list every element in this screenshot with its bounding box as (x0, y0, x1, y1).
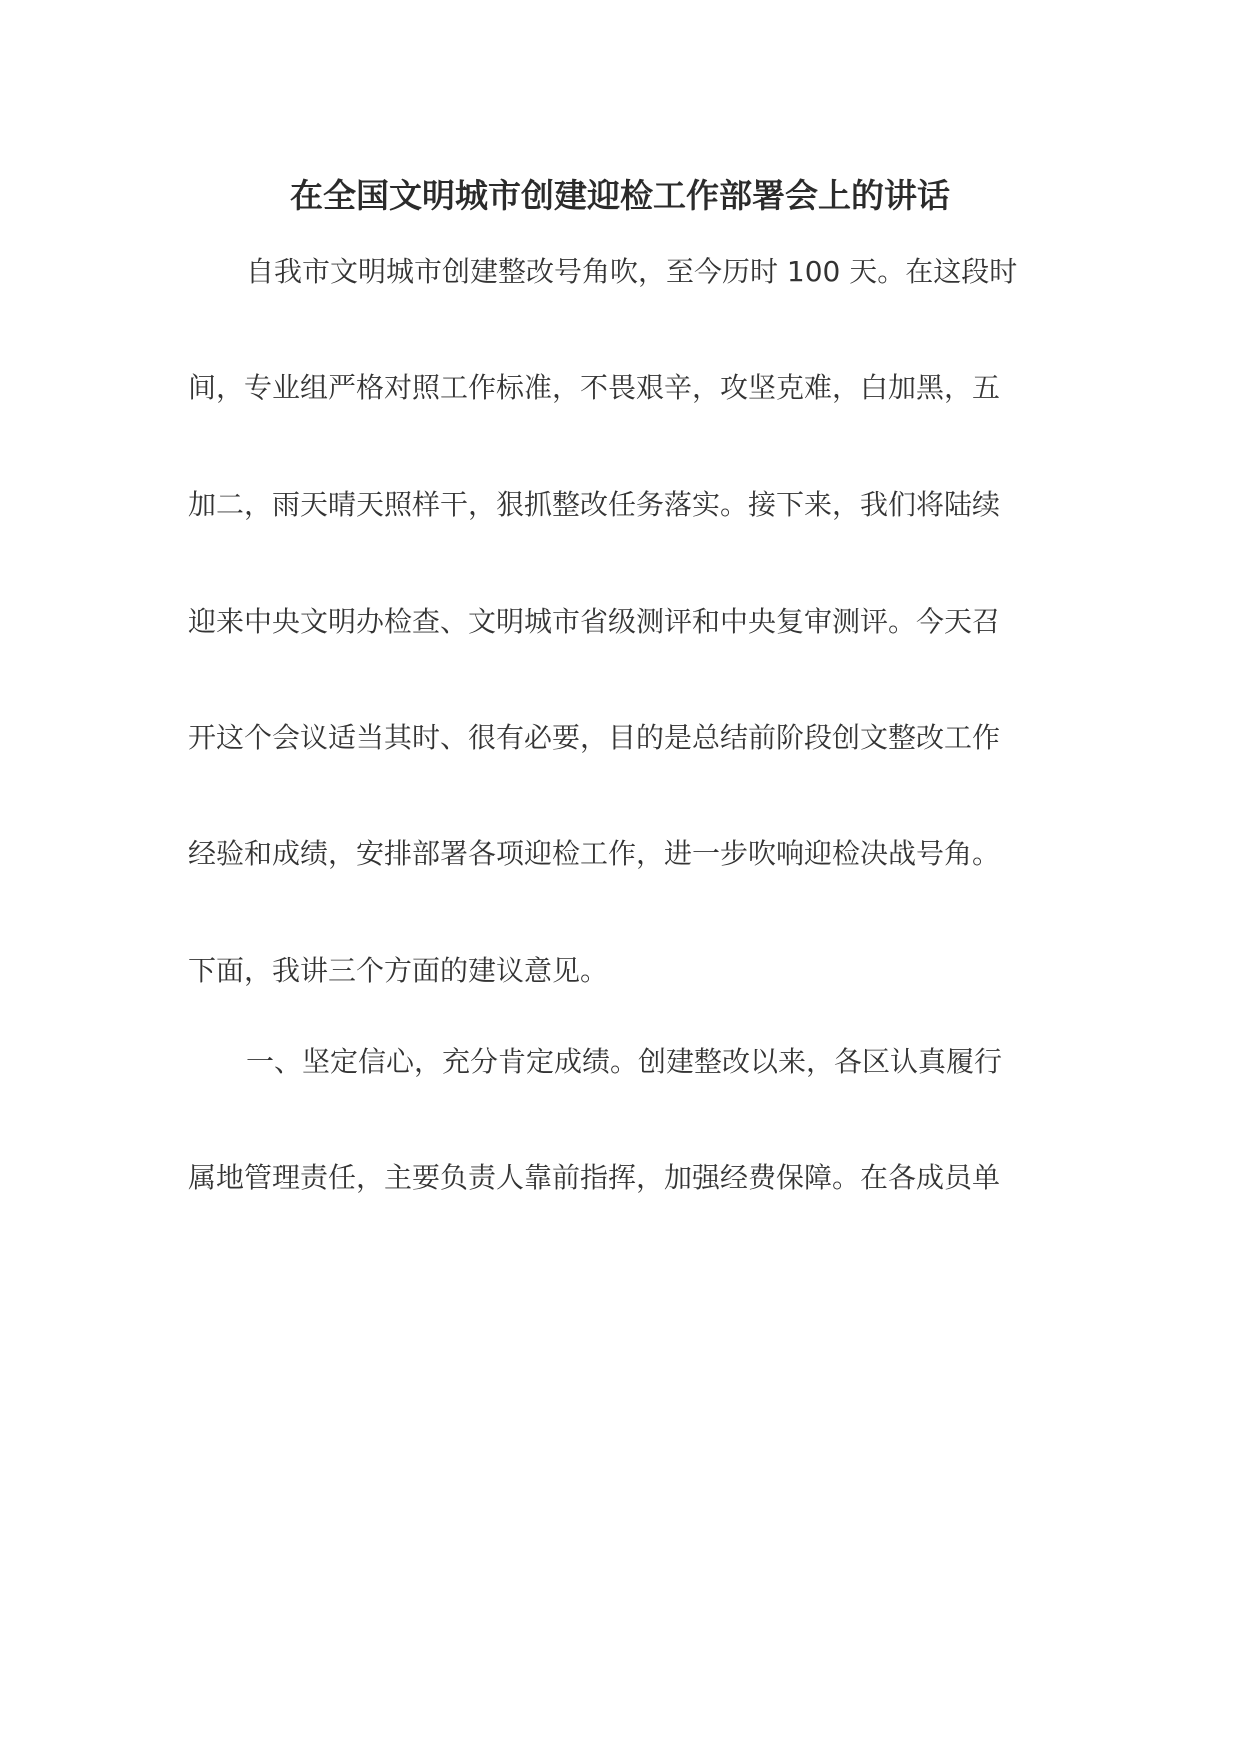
paragraph-line-8: 一、坚定信心，充分肯定成绩。创建整改以来，各区认真履行 (246, 1045, 1003, 1078)
paragraph-line-2: 间，专业组严格对照工作标准，不畏艰辛，攻坚克难，白加黑，五 (188, 371, 1001, 404)
paragraph-line-1: 自我市文明城市创建整改号角吹，至今历时 100 天。在这段时 (246, 255, 1018, 288)
paragraph-line-4: 迎来中央文明办检查、文明城市省级测评和中央复审测评。今天召 (188, 605, 1001, 638)
document-title: 在全国文明城市创建迎检工作部署会上的讲话 (290, 176, 950, 215)
paragraph-line-5: 开这个会议适当其时、很有必要，目的是总结前阶段创文整改工作 (188, 721, 1001, 754)
paragraph-line-9: 属地管理责任，主要负责人靠前指挥，加强经费保障。在各成员单 (188, 1161, 1001, 1194)
paragraph-line-3: 加二，雨天晴天照样干，狠抓整改任务落实。接下来，我们将陆续 (188, 488, 1001, 521)
paragraph-line-6: 经验和成绩，安排部署各项迎检工作，进一步吹响迎检决战号角。 (188, 837, 1001, 870)
paragraph-line-7: 下面，我讲三个方面的建议意见。 (188, 954, 609, 987)
